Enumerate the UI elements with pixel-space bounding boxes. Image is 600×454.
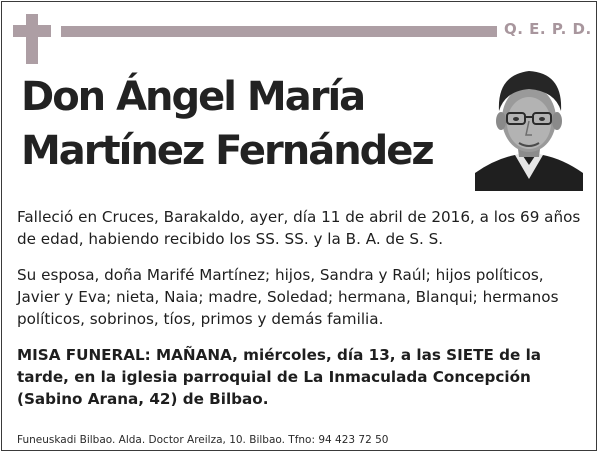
cross-horizontal-bar <box>13 25 51 37</box>
death-notice-paragraph: Falleció en Cruces, Barakaldo, ayer, día 11 de abril de 2016, a los 69 años de edad, habiendo recibido los SS. SS. y la B. A. de S. S. <box>17 208 581 248</box>
deceased-name <box>21 70 471 178</box>
header-rule <box>61 26 497 37</box>
deceased-name-line1: Don Ángel María <box>21 74 365 120</box>
deceased-name-line2: Martínez Fernández <box>21 128 433 174</box>
portrait-image <box>475 61 583 191</box>
funeral-home-footer: Funeuskadi Bilbao. Alda. Doctor Areilza, 10. Bilbao. Tfno: 94 423 72 50 <box>17 434 389 446</box>
qepd-label: Q. E. P. D. <box>504 20 592 38</box>
deceased-photo <box>475 61 583 191</box>
family-paragraph: Su esposa, doña Marifé Martínez; hijos, Sandra y Raúl; hijos políticos, Javier y Eva; nieta, Naia; madre, Soledad; hermana, Blanqui; hermanos políticos, sobrinos, tíos, primos y demás familia. <box>17 266 559 328</box>
cross-vertical-bar <box>26 14 38 64</box>
obituary-card <box>1 1 597 451</box>
funeral-paragraph: MISA FUNERAL: MAÑANA, miércoles, día 13, a las SIETE de la tarde, en la iglesia parroquial de La Inmaculada Concepción (Sabino Arana, 42) de Bilbao. <box>17 346 542 408</box>
